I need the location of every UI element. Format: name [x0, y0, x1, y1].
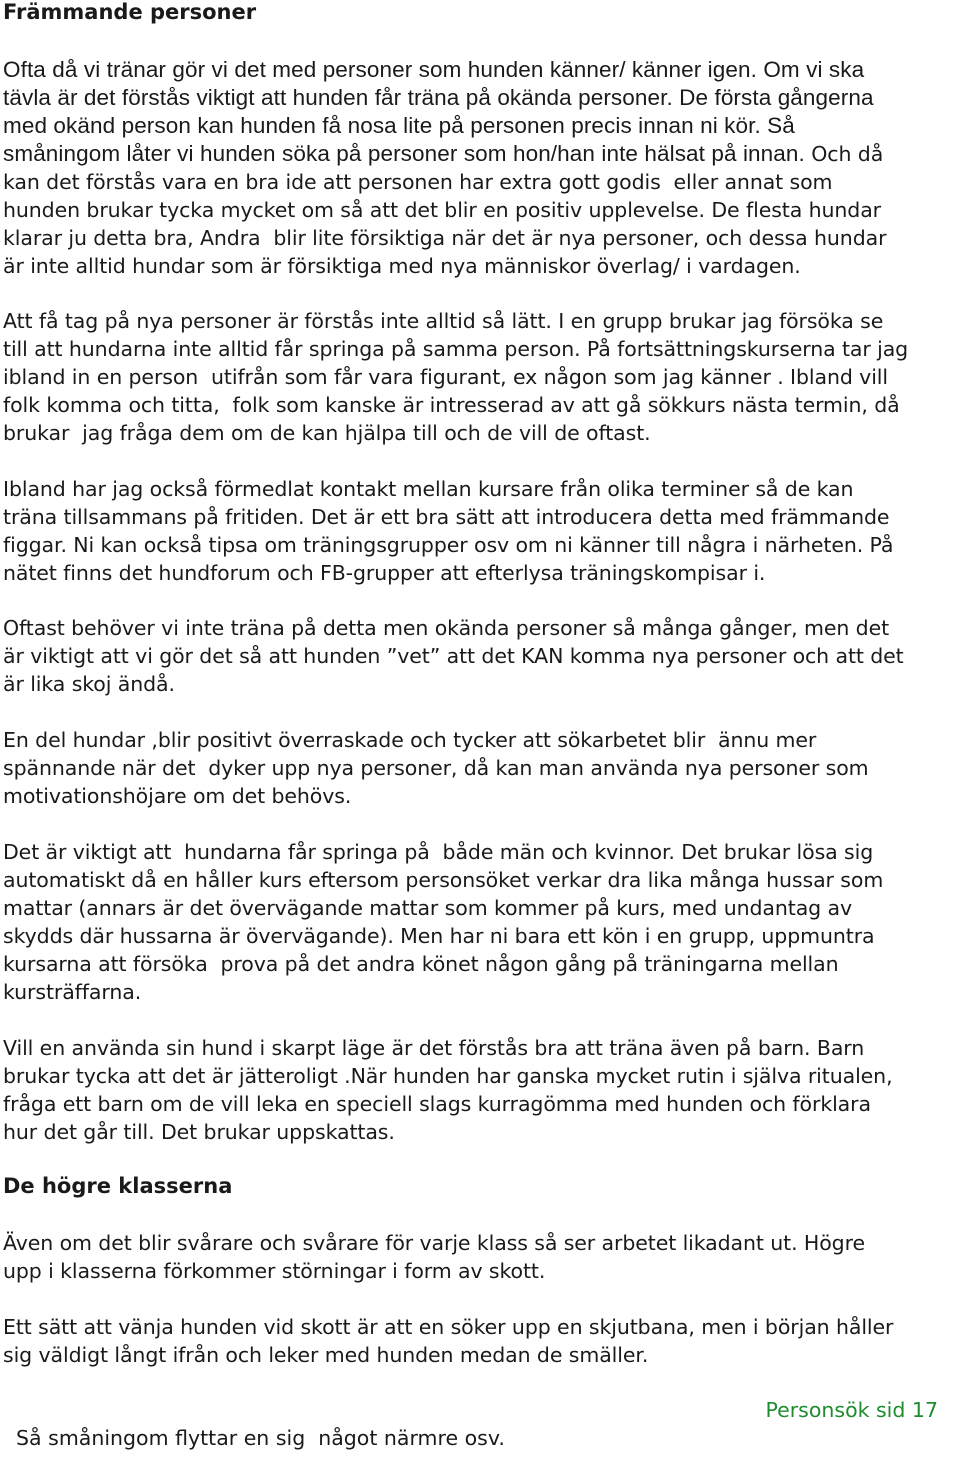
paragraph-5 — [3, 726, 960, 810]
paragraph-1-rest: Och då kan det förstås vara en bra ide att personen har extra gott godis eller annat som hunden brukar tycka mycket om så att det blir en positiv upplevelse. De flesta hundar klarar ju detta bra, Andra blir lite försiktiga när det är nya personer, och dessa hundar är inte alltid hundar som är försiktiga med nya människor överlag/ i vardagen. — [3, 142, 887, 278]
paragraph-2 — [3, 307, 960, 447]
paragraph-7 — [3, 1034, 960, 1146]
paragraph-4 — [3, 614, 960, 698]
section-heading-higher-classes: De högre klasserna — [3, 1174, 233, 1198]
section-heading-strangers: Främmande personer — [3, 0, 257, 24]
paragraph-9 — [3, 1313, 960, 1369]
page-number-label: Personsök sid 17 — [765, 1398, 938, 1422]
paragraph-3-text: Ibland har jag också förmedlat kontakt mellan kursare från olika terminer så de kan träna tillsammans på fritiden. Det är ett bra sätt att introducera detta med främmande figgar. Ni kan också tipsa om träningsgrupper osv om ni känner till några i närheten. På nätet finns det hundforum och FB-grupper att efterlysa träningskompisar i. — [3, 477, 894, 585]
paragraph-9-text: Ett sätt att vänja hunden vid skott är att en söker upp en skjutbanа, men i början håller sig väldigt långt ifrån och leker med hunden medan de smäller. — [3, 1315, 894, 1367]
section-heading-higher-classes-wrap — [3, 1172, 960, 1200]
paragraph-4-text: Oftast behöver vi inte träna på detta men okända personer så många gånger, men det är viktigt att vi gör det så att hunden ”vet” att det KAN komma nya personer och att det är lika skoj ändå. — [3, 616, 904, 696]
paragraph-2-text: Att få tag på nya personer är förstås inte alltid så lätt. I en grupp brukar jag försöka se till att hundarna inte alltid får springa på samma person. På fortsättningskurserna tar jag ibland in en person utifrån som får vara figurant, ex någon som jag känner . Ibland vill folk komma och titta, folk som kanske är intresserad av att gå sökkurs nästa termin, då brukar jag fråga dem om de kan hjälpa till och de vill de oftast. — [3, 309, 909, 445]
paragraph-1 — [3, 56, 960, 280]
paragraph-8 — [3, 1229, 960, 1285]
paragraph-3 — [3, 475, 960, 587]
footer-text: Så småningom flyttar en sig något närmre osv. — [16, 1426, 505, 1450]
paragraph-6-text: Det är viktigt att hundarna får springa på både män och kvinnor. Det brukar lösa sig automatiskt då en håller kurs eftersom personsöket verkar dra lika många hussar som mattar (annars är det övervägande mattar som kommer på kurs, med undantag av skydds där hussarna är övervägande). Men har ni bara ett kön i en grupp, uppmuntra kursarna att försöka prova på det andra könet någon gång på träningarna mellan kursträffarna. — [3, 840, 884, 1004]
paragraph-6 — [3, 838, 960, 1006]
paragraph-8-text: Även om det blir svårare och svårare för varje klass så ser arbetet likadant ut. Högre upp i klasserna förkommer störningar i form av skott. — [3, 1231, 865, 1283]
page-footer — [3, 1396, 938, 1480]
paragraph-7-text: Vill en använda sin hund i skarpt läge är det förstås bra att träna även på barn. Barn brukar tycka att det är jätteroligt .När hunden har ganska mycket rutin i själva ritualen, fråga ett barn om de vill leka en speciell slags kurragömma med hunden och förklara hur det går till. Det brukar uppskattas. — [3, 1036, 893, 1144]
paragraph-5-text: En del hundar ,blir positivt överraskade och tycker att sökarbetet blir ännu mer spännande när det dyker upp nya personer, då kan man använda nya personer som motivationshöjare om det behövs. — [3, 728, 869, 808]
paragraph-1-intro: Ofta då vi tränar gör vi det med personer som hunden känner/ känner igen. Om vi ska tävla är det förstås viktigt att hunden får träna på okända personer. De första gångerna med okänd person kan hunden få nosa lite på personen precis innan ni kör. Så småningom låter vi hunden söka på personer som hon/han inte hälsat på innan. — [3, 57, 874, 166]
paragraph-1-text — [3, 56, 960, 280]
